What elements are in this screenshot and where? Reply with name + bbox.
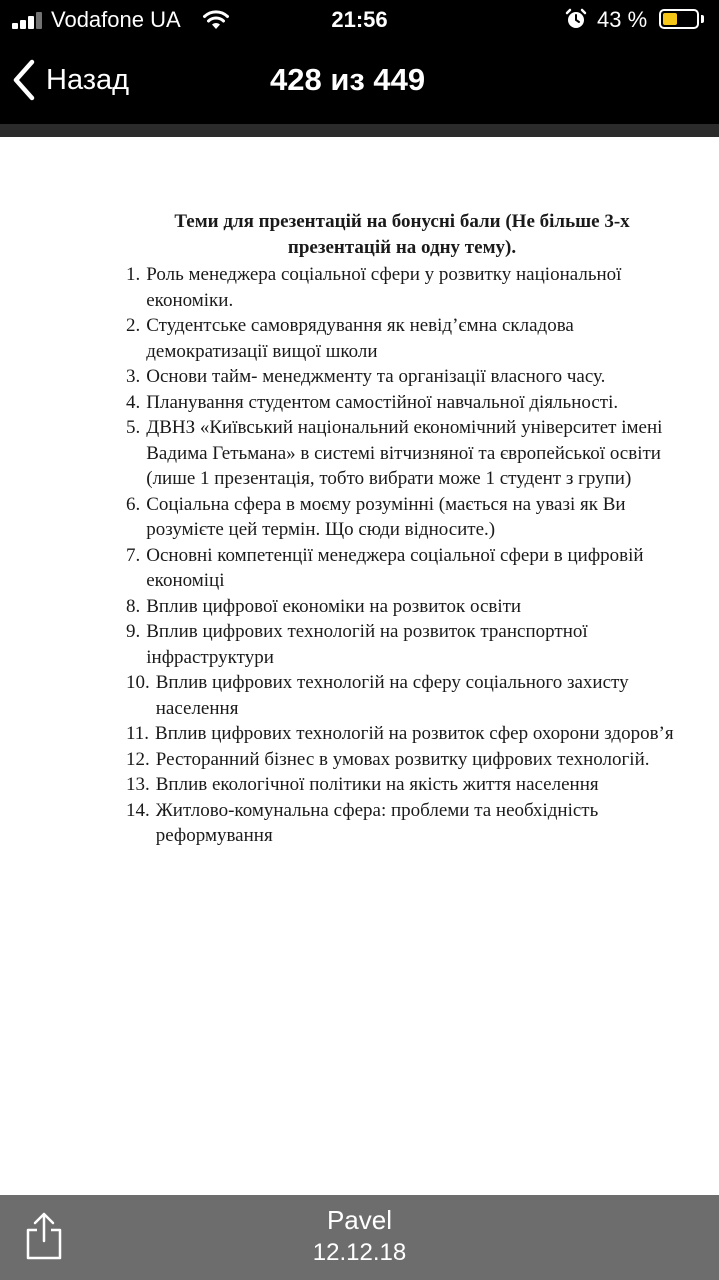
topic-list bbox=[120, 262, 680, 849]
topic-number: 7. bbox=[126, 544, 141, 566]
battery-nub bbox=[701, 15, 704, 23]
page-counter-title: 428 из 449 bbox=[270, 62, 426, 97]
topic-text: Вплив цифрових технологій на сферу соціального захисту населення bbox=[155, 672, 629, 719]
document-heading: Теми для презентацій на бонусні бали (Не більше 3-х презентацій на одну тему). bbox=[174, 211, 630, 258]
status-bar bbox=[0, 0, 719, 40]
topic-number: 11. bbox=[126, 723, 150, 744]
topic-item bbox=[120, 798, 680, 849]
topic-item bbox=[120, 772, 680, 798]
topic-number: 8. bbox=[126, 595, 141, 617]
topic-text: Студентське самоврядування як невід’ємна складова демократизації вищої школи bbox=[146, 315, 574, 362]
topic-text: Ресторанний бізнес в умовах розвитку цифрових технологій. bbox=[155, 748, 650, 770]
document-text bbox=[120, 209, 680, 849]
topic-number: 5. bbox=[126, 417, 141, 438]
topic-number: 6. bbox=[126, 493, 141, 515]
topic-text: Вплив цифрових технологій на розвиток транспортної інфраструктури bbox=[146, 621, 588, 668]
topic-text: Вплив екологічної політики на якість життя населення bbox=[155, 774, 599, 795]
topic-number: 3. bbox=[126, 366, 141, 387]
topic-number: 10. bbox=[126, 672, 150, 693]
topic-item bbox=[120, 262, 680, 313]
topic-number: 9. bbox=[126, 621, 141, 642]
alarm-clock-icon bbox=[565, 8, 587, 36]
document-image[interactable] bbox=[0, 137, 719, 1195]
topic-item bbox=[120, 415, 680, 492]
topic-number: 4. bbox=[126, 391, 141, 413]
topic-item bbox=[120, 313, 680, 364]
nav-divider bbox=[0, 124, 719, 137]
topic-text: Планування студентом самостійної навчальної діяльності. bbox=[146, 391, 619, 413]
chevron-left-icon bbox=[12, 59, 36, 101]
topic-item bbox=[120, 492, 680, 543]
battery-icon bbox=[659, 9, 699, 29]
topic-text: Основи тайм- менеджменту та організації власного часу. bbox=[146, 366, 606, 387]
sender-name: Pavel bbox=[326, 1205, 393, 1235]
topic-text: Вплив цифрових технологій на розвиток сфер охорони здоров’я bbox=[155, 723, 674, 744]
topic-item bbox=[120, 543, 680, 594]
back-label: Назад bbox=[46, 63, 130, 96]
topic-item bbox=[120, 364, 680, 390]
topic-text: Основні компетенції менеджера соціальної сфери в цифровій економіці bbox=[146, 544, 644, 591]
topic-item bbox=[120, 747, 680, 773]
sent-date: 12.12.18 bbox=[312, 1239, 407, 1266]
topic-item bbox=[120, 594, 680, 620]
topic-text: Роль менеджера соціальної сфери у розвитку національної економіки. bbox=[146, 264, 622, 311]
topic-number: 1. bbox=[126, 264, 141, 285]
battery-level-fill bbox=[663, 13, 677, 25]
topic-item bbox=[120, 619, 680, 670]
back-button[interactable] bbox=[12, 58, 129, 102]
navigation-bar bbox=[0, 40, 719, 124]
topic-number: 13. bbox=[126, 774, 150, 795]
topic-text: ДВНЗ «Київський національний економічний університет імені Вадима Гетьмана» в системі вітчизняної та європейської освіти (лише 1 презентація, тобто вибрати може 1 студент з групи) bbox=[146, 417, 663, 489]
carrier-name: Vodafone UA bbox=[51, 7, 181, 32]
battery-percent: 43 % bbox=[597, 7, 648, 32]
topic-number: 14. bbox=[126, 799, 150, 821]
status-time: 21:56 bbox=[331, 7, 388, 32]
bottom-bar bbox=[0, 1195, 719, 1280]
topic-text: Вплив цифрової економіки на розвиток освіти bbox=[146, 595, 522, 617]
topic-number: 12. bbox=[126, 748, 150, 770]
topic-item bbox=[120, 721, 680, 747]
topic-number: 2. bbox=[126, 315, 141, 336]
topic-text: Соціальна сфера в моєму розумінні (мається на увазі як Ви розумієте цей термін. Що сюди відносите.) bbox=[146, 493, 626, 540]
topic-item bbox=[120, 670, 680, 721]
topic-text: Житлово-комунальна сфера: проблеми та необхідність реформування bbox=[155, 799, 599, 846]
topic-item bbox=[120, 390, 680, 416]
